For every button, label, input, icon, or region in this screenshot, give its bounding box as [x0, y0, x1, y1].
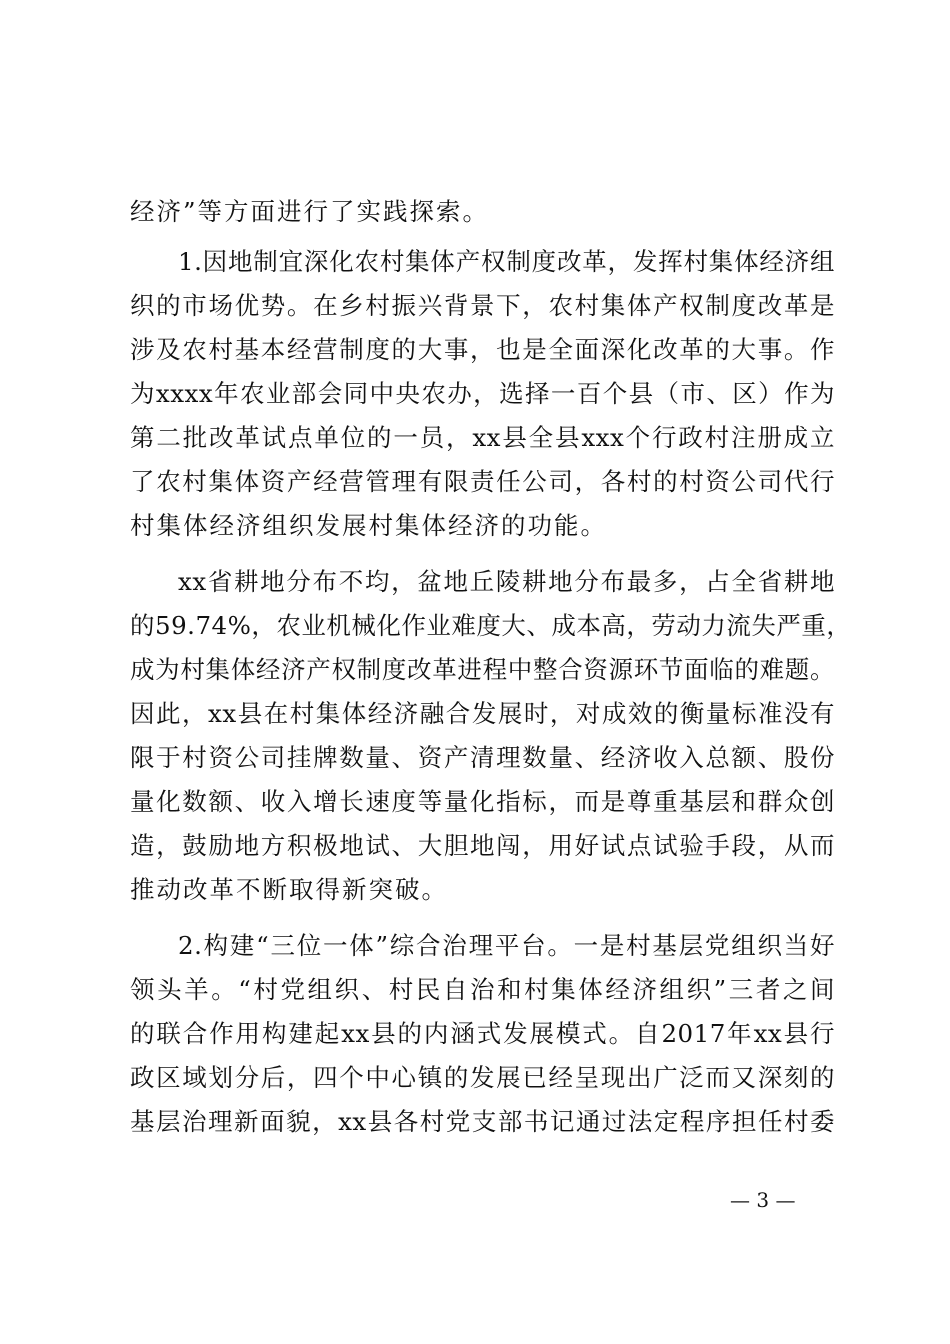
text-line: 成为村集体经济产权制度改革进程中整合资源环节面临的难题。: [130, 655, 835, 684]
text-line: 的59.74%，农业机械化作业难度大、成本高，劳动力流失严重，: [130, 611, 852, 640]
paragraph-start: xx省耕地分布不均，盆地丘陵耕地分布最多，占全省耕地: [178, 567, 835, 596]
text-line: 涉及农村基本经营制度的大事，也是全面深化改革的大事。作: [130, 335, 835, 364]
text-line: 推动改革不断取得新突破。: [130, 875, 448, 904]
text-line: 因此，xx县在村集体经济融合发展时，对成效的衡量标准没有: [130, 699, 835, 728]
paragraph-heading-2: 2.构建“三位一体”综合治理平台。一是村基层党组织当好: [178, 931, 835, 960]
text-line: 量化数额、收入增长速度等量化指标，而是尊重基层和群众创: [130, 787, 835, 816]
text-line: 村集体经济组织发展村集体经济的功能。: [130, 511, 607, 540]
text-line: 经济”等方面进行了实践探索。: [130, 197, 490, 226]
text-line: 了农村集体资产经营管理有限责任公司，各村的村资公司代行: [130, 467, 835, 496]
text-line: 造，鼓励地方积极地试、大胆地闯，用好试点试验手段，从而: [130, 831, 835, 860]
text-line: 政区域划分后，四个中心镇的发展已经呈现出广泛而又深刻的: [130, 1063, 835, 1092]
page-number: — 3 —: [730, 1188, 796, 1212]
text-line: 织的市场优势。在乡村振兴背景下，农村集体产权制度改革是: [130, 291, 835, 320]
text-line: 领头羊。“村党组织、村民自治和村集体经济组织”三者之间: [130, 975, 835, 1004]
text-line: 的联合作用构建起xx县的内涵式发展模式。自2017年xx县行: [130, 1019, 835, 1048]
text-line: 基层治理新面貌，xx县各村党支部书记通过法定程序担任村委: [130, 1107, 835, 1136]
paragraph-heading-1: 1.因地制宜深化农村集体产权制度改革，发挥村集体经济组: [178, 247, 835, 276]
text-line: 第二批改革试点单位的一员，xx县全县xxx个行政村注册成立: [130, 423, 835, 452]
text-line: 为xxxx年农业部会同中央农办，选择一百个县（市、区）作为: [130, 379, 835, 408]
text-line: 限于村资公司挂牌数量、资产清理数量、经济收入总额、股份: [130, 743, 835, 772]
